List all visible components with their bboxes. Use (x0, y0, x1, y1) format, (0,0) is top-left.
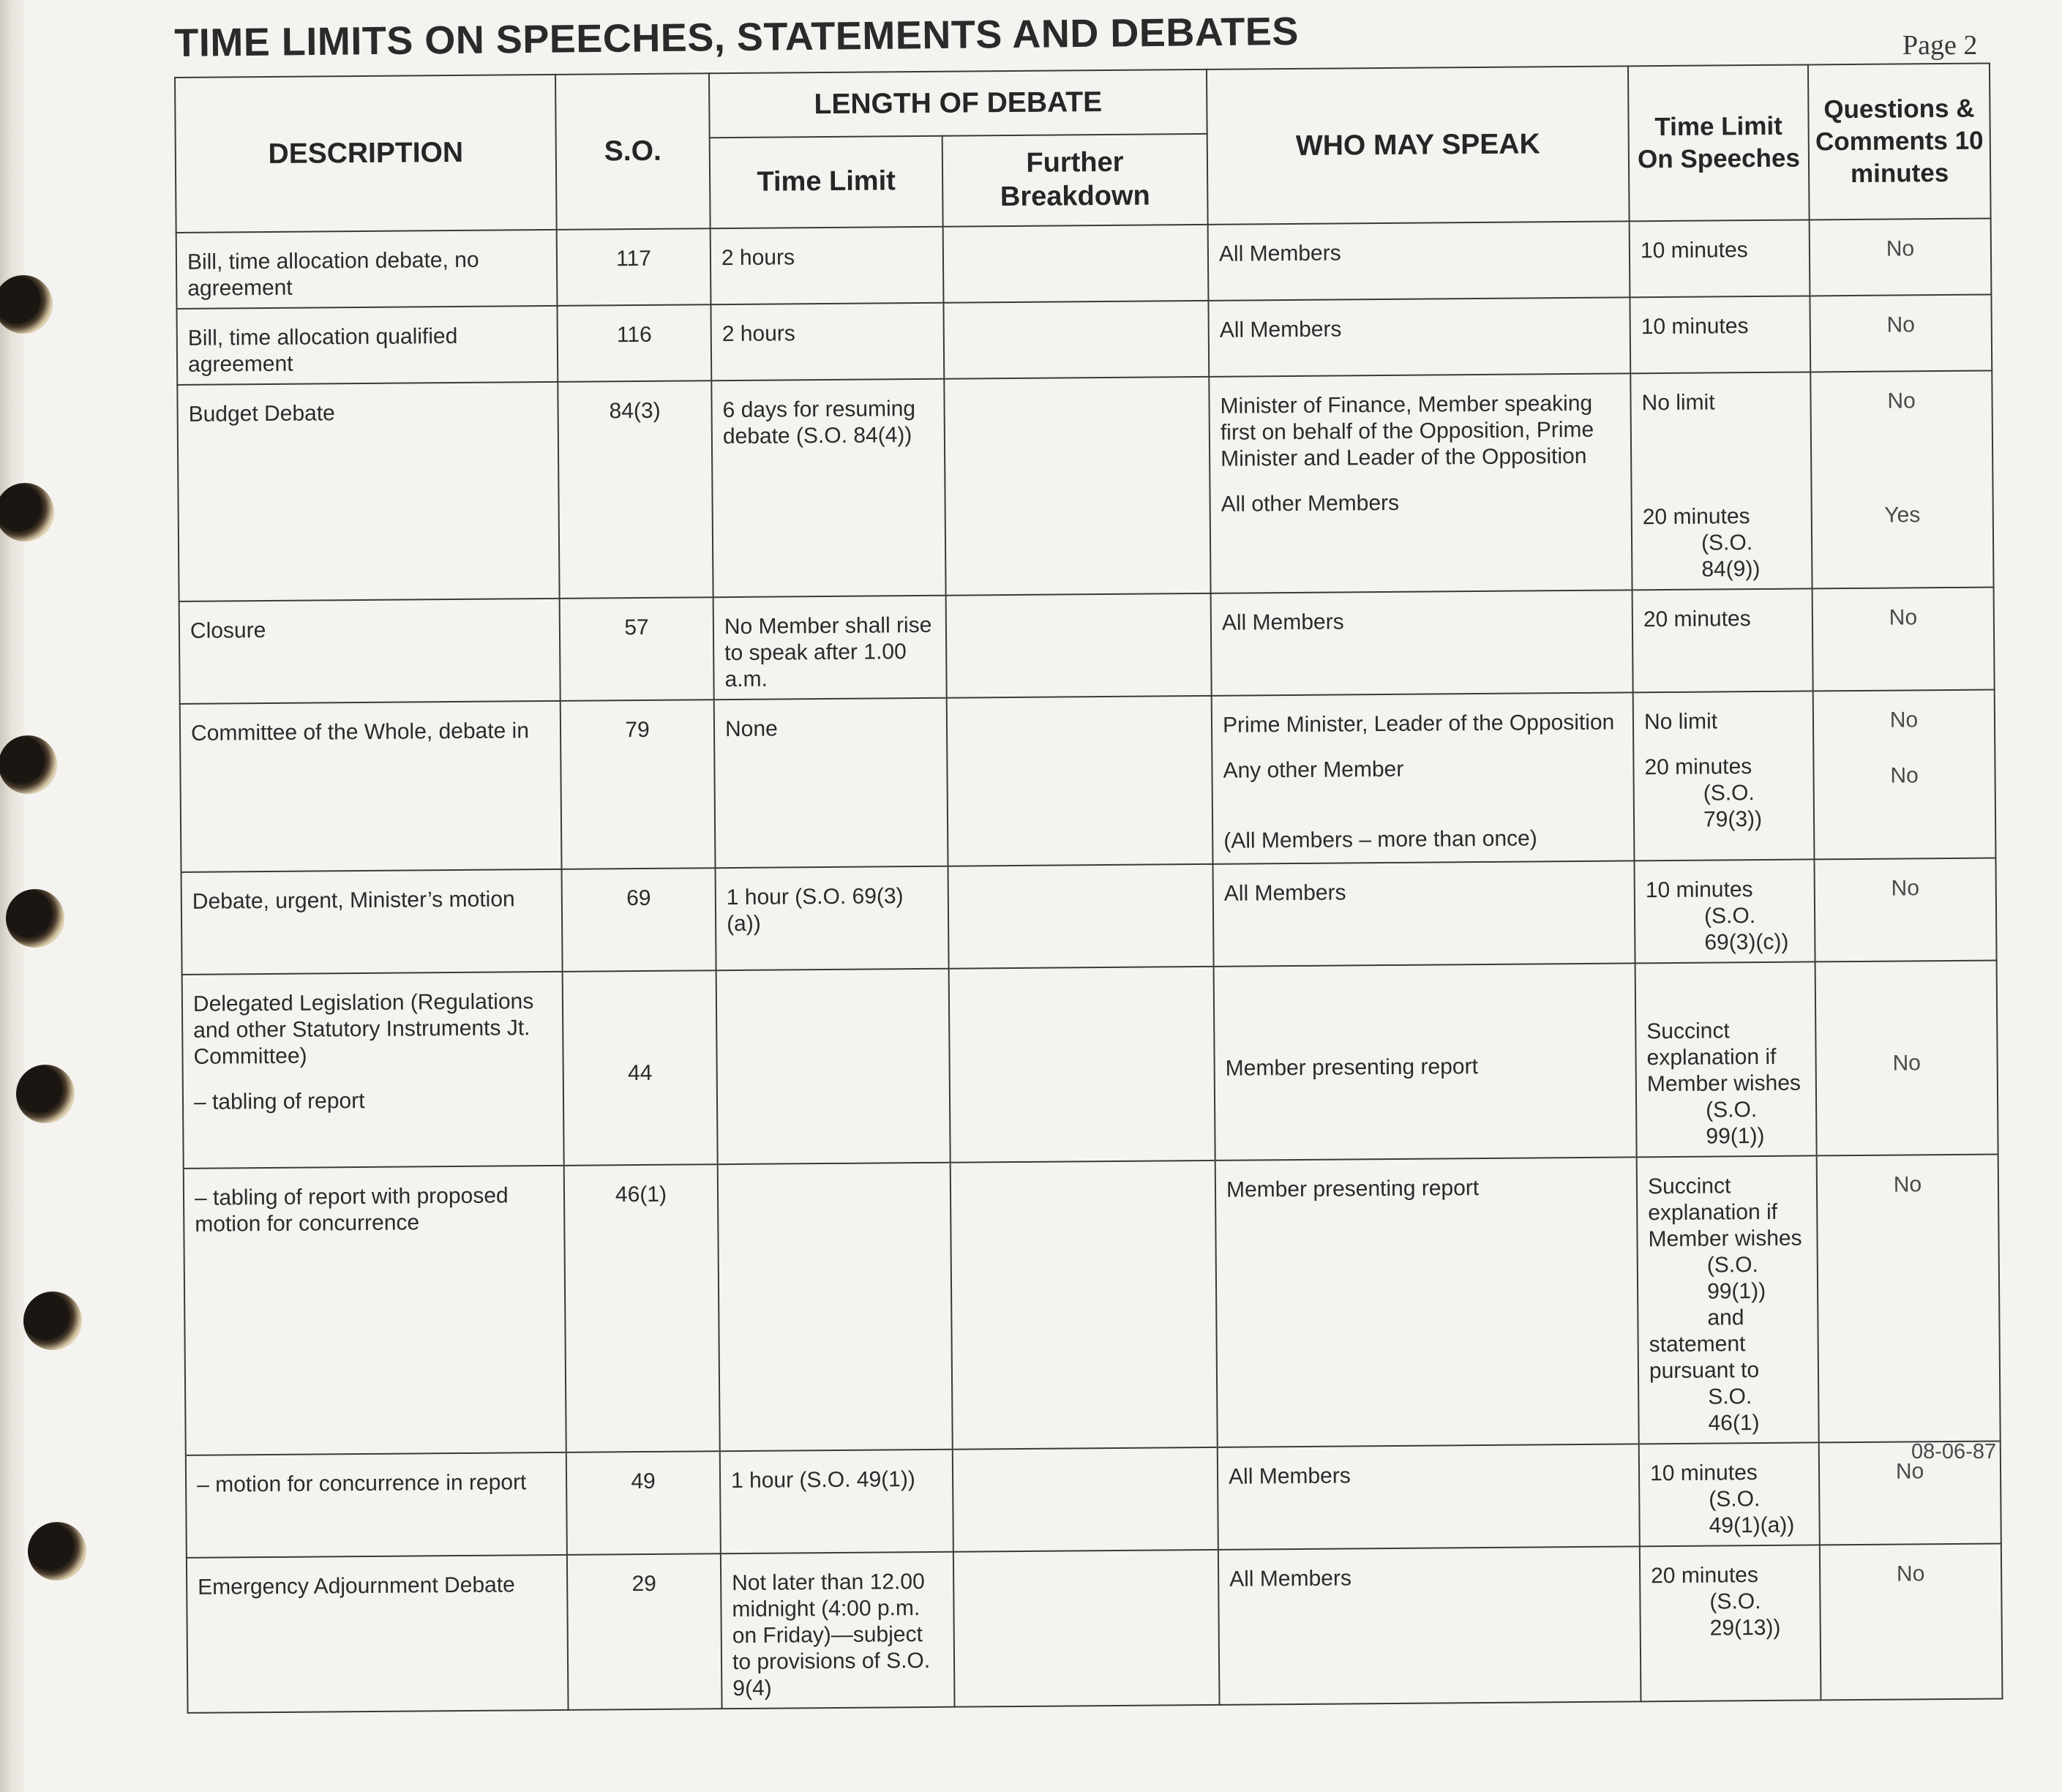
table-row (187, 1543, 2003, 1712)
who-may-speak-cell: All Members (1213, 861, 1635, 967)
description-cell: Bill, time allocation qualified agreement (176, 306, 558, 385)
qc-value: No (1889, 708, 1919, 732)
questions-comments-cell: No (1812, 587, 1995, 691)
speech-limit-cell: 20 minutes (1632, 588, 1813, 692)
who-may-speak-cell: All Members (1208, 297, 1630, 377)
speech-limit-cell (1637, 1155, 1819, 1444)
punch-hole (0, 735, 57, 794)
speech-limit-value: Succinct explanation if Member wishes (1647, 1174, 1802, 1252)
time-limit-cell: 2 hours (711, 303, 944, 380)
speech-limit-value: 10 minutes (1649, 1461, 1758, 1486)
spacer (1822, 414, 1982, 503)
speaker-group: Any other Member (1223, 757, 1404, 783)
standing-order-cell: 49 (566, 1451, 721, 1555)
page-title: TIME LIMITS ON SPEECHES, STATEMENTS AND DEBATES (174, 9, 1300, 65)
standing-order-ref: statement pursuant to (1649, 1332, 1760, 1384)
speech-limit-cell (1634, 859, 1815, 963)
time-limit-cell: Not later than 12.00 midnight (4:00 p.m. on Friday)—subject to provisions of S.O. 9(4) (721, 1552, 955, 1709)
questions-comments-cell (1813, 689, 1996, 859)
description-cell: Closure (179, 599, 561, 704)
description-subitem: – tabling of report (193, 1088, 365, 1114)
header-speech-limit: Time Limit On Speeches (1628, 64, 1810, 221)
who-may-speak-cell: All Members (1211, 590, 1633, 696)
punch-hole (28, 1522, 86, 1581)
standing-order-cell: 69 (562, 868, 716, 972)
table-row (181, 858, 1997, 974)
speech-limit-value: 20 minutes (1642, 504, 1750, 530)
speech-limit-value: No limit (1643, 709, 1718, 735)
who-may-speak-cell: All Members (1218, 1444, 1640, 1550)
header-questions-comments: Questions & Comments 10 minutes (1808, 64, 1991, 220)
further-breakdown-cell (946, 593, 1212, 698)
speech-limit-cell: 10 minutes (1630, 296, 1810, 373)
table-row (180, 689, 1996, 871)
table-row (177, 371, 1993, 601)
standing-order-cell: 117 (557, 228, 711, 306)
punch-hole (23, 1291, 82, 1350)
table-row (186, 1441, 2001, 1557)
speech-limit-value: No limit (1641, 390, 1715, 416)
speech-limit-value: 10 minutes (1645, 877, 1753, 903)
standing-order-ref: (S.O. 99(1)) and (1706, 1253, 1766, 1330)
punch-hole (16, 1065, 75, 1123)
further-breakdown-cell (953, 1447, 1218, 1552)
speech-limit-cell (1639, 1442, 1820, 1546)
time-limit-cell (716, 969, 951, 1164)
punch-hole (0, 275, 53, 334)
who-may-speak-cell: Member presenting report (1214, 963, 1637, 1161)
table-row (182, 960, 1998, 1168)
time-limit-cell: 1 hour (S.O. 69(3)(a)) (716, 866, 949, 970)
questions-comments-cell: No (1817, 1154, 2001, 1442)
speech-limit-cell (1630, 372, 1812, 590)
header-time-limit: Time Limit (710, 136, 943, 228)
standing-order-cell: 84(3) (558, 380, 713, 599)
questions-comments-cell: No (1819, 1441, 2001, 1545)
spacer (1642, 416, 1801, 505)
punch-hole (0, 483, 54, 541)
who-may-speak-cell: Member presenting report (1215, 1157, 1639, 1447)
speaker-group: Minister of Finance, Member speaking first on behalf of the Opposition, Prime Minister and Leader of the Opposition (1220, 391, 1594, 471)
spacer (1824, 733, 1984, 764)
page-number: Page 2 (1902, 30, 1978, 61)
standing-order-cell: 46(1) (564, 1164, 720, 1452)
description-cell: – motion for concurrence in report (186, 1452, 567, 1558)
questions-comments-cell: No (1810, 219, 1992, 296)
table-row (179, 587, 1995, 703)
header-who-may-speak: WHO MAY SPEAK (1207, 66, 1630, 225)
table-row (176, 219, 1992, 309)
table-row (184, 1154, 2001, 1455)
standing-order-cell: 79 (561, 700, 716, 869)
time-limit-cell: 1 hour (S.O. 49(1)) (720, 1450, 953, 1553)
spacer (1223, 781, 1623, 828)
speaker-group: (All Members – more than once) (1223, 826, 1537, 853)
spacer (194, 1068, 552, 1090)
punch-hole (6, 889, 64, 948)
questions-comments-cell: No (1815, 960, 1998, 1155)
speaker-group: Prime Minister, Leader of the Opposition (1222, 710, 1615, 738)
further-breakdown-cell (948, 864, 1214, 969)
revision-date: 08-06-87 (1911, 1440, 1997, 1463)
qc-value: No (1890, 763, 1919, 788)
header-length-of-debate: LENGTH OF DEBATE (709, 70, 1207, 138)
description-cell: Emergency Adjournment Debate (187, 1555, 569, 1713)
speech-limit-cell (1635, 961, 1817, 1157)
description-cell: Budget Debate (177, 382, 559, 601)
header-description: DESCRIPTION (175, 75, 557, 233)
time-limits-table-wrapper (174, 63, 2003, 1714)
time-limit-cell: None (714, 698, 948, 868)
standing-order-ref: (S.O. 99(1)) (1706, 1098, 1765, 1149)
description-cell (182, 972, 564, 1169)
questions-comments-cell (1810, 371, 1993, 589)
standing-order-ref: S.O. 46(1) (1708, 1384, 1760, 1436)
further-breakdown-cell (943, 301, 1209, 379)
standing-order-cell: 57 (560, 597, 714, 701)
description-heading: Delegated Legislation (Regulations and other Statutory Instruments Jt. Committee) (192, 989, 534, 1069)
description-cell: Committee of the Whole, debate in (180, 701, 562, 872)
table-row (176, 295, 1992, 385)
qc-value: Yes (1884, 503, 1921, 528)
further-breakdown-cell (953, 1550, 1220, 1707)
speech-limit-cell: 10 minutes (1630, 220, 1810, 297)
description-cell: Debate, urgent, Minister’s motion (181, 869, 563, 975)
standing-order-ref: (S.O. 69(3)(c)) (1703, 904, 1789, 955)
further-breakdown-cell (951, 1161, 1218, 1450)
further-breakdown-cell (947, 696, 1213, 866)
standing-order-ref: (S.O. 79(3)) (1703, 781, 1763, 832)
qc-value: No (1887, 389, 1916, 413)
spacer (1644, 735, 1802, 755)
speech-limit-value: 20 minutes (1651, 1563, 1759, 1589)
time-limit-cell (718, 1163, 953, 1451)
who-may-speak-cell: All Members (1218, 1546, 1641, 1705)
time-limit-cell: 6 days for resuming debate (S.O. 84(4)) (711, 379, 945, 597)
header-further-breakdown: Further Breakdown (942, 134, 1208, 227)
standing-order-ref: (S.O. 29(13)) (1709, 1589, 1781, 1641)
time-limit-cell: 2 hours (711, 227, 944, 304)
time-limits-table (174, 63, 2003, 1714)
speech-limit-cell (1640, 1545, 1821, 1701)
questions-comments-cell: No (1814, 858, 1996, 961)
standing-order-cell: 44 (563, 970, 718, 1166)
description-cell: – tabling of report with proposed motion for concurrence (184, 1166, 566, 1455)
standing-order-cell: 29 (567, 1553, 722, 1710)
who-may-speak-cell (1209, 373, 1632, 593)
description-cell: Bill, time allocation debate, no agreement (176, 230, 558, 309)
standing-order-ref: (S.O. 84(9)) (1701, 531, 1761, 582)
who-may-speak-cell: All Members (1208, 221, 1630, 301)
time-limit-cell: No Member shall rise to speak after 1.00 a.m. (713, 596, 947, 700)
speech-limit-value: 20 minutes (1644, 754, 1752, 780)
speech-limit-value: Succinct explanation if Member wishes (1646, 1019, 1802, 1097)
speech-limit-cell (1633, 691, 1815, 861)
further-breakdown-cell (949, 967, 1215, 1163)
standing-order-cell: 116 (557, 304, 711, 382)
standing-order-ref: (S.O. 49(1)(a)) (1709, 1487, 1795, 1538)
further-breakdown-cell (943, 225, 1209, 303)
questions-comments-cell: No (1810, 295, 1992, 372)
questions-comments-cell: No (1820, 1543, 2003, 1700)
further-breakdown-cell (944, 377, 1210, 596)
header-so: S.O. (555, 73, 711, 230)
who-may-speak-cell (1212, 692, 1635, 864)
speaker-group: All other Members (1221, 490, 1400, 517)
